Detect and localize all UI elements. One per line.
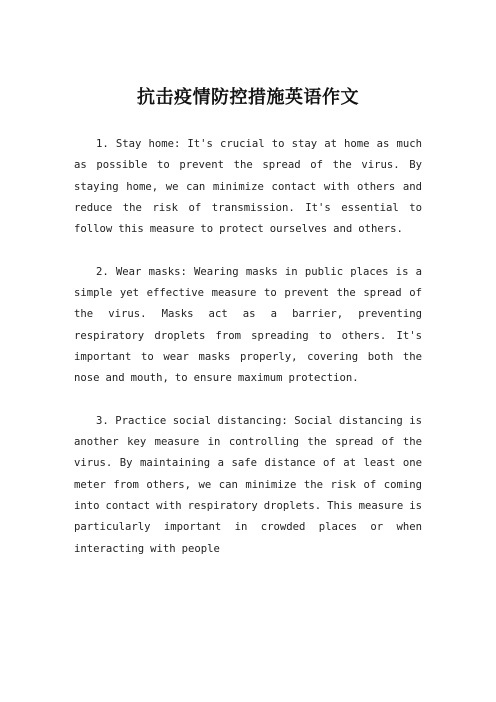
paragraph-wear-masks: 2. Wear masks: Wearing masks in public places is a simple yet effective measure to prevent the spread of the virus. Masks act as a barrier, preventing respiratory droplets from spreading to others. It's important to wear masks properly, covering both the nose and mouth, to ensure maximum protection. [74, 265, 422, 385]
paragraph-stay-home: 1. Stay home: It's crucial to stay at home as much as possible to prevent the spread of the virus. By staying home, we can minimize contact with others and reduce the risk of transmission. It's essential to follow this measure to protect ourselves and others. [74, 138, 422, 236]
document-title: 抗击疫情防控措施英语作文 [137, 87, 359, 108]
paragraph-social-distancing: 3. Practice social distancing: Social distancing is another key measure in controlling the spread of the virus. By maintaining a safe distance of at least one meter from others, we can minimize the risk of coming into contact with respiratory droplets. This measure is particularly important in crowded places or when interacting with people [74, 414, 422, 555]
document-body [74, 134, 422, 581]
